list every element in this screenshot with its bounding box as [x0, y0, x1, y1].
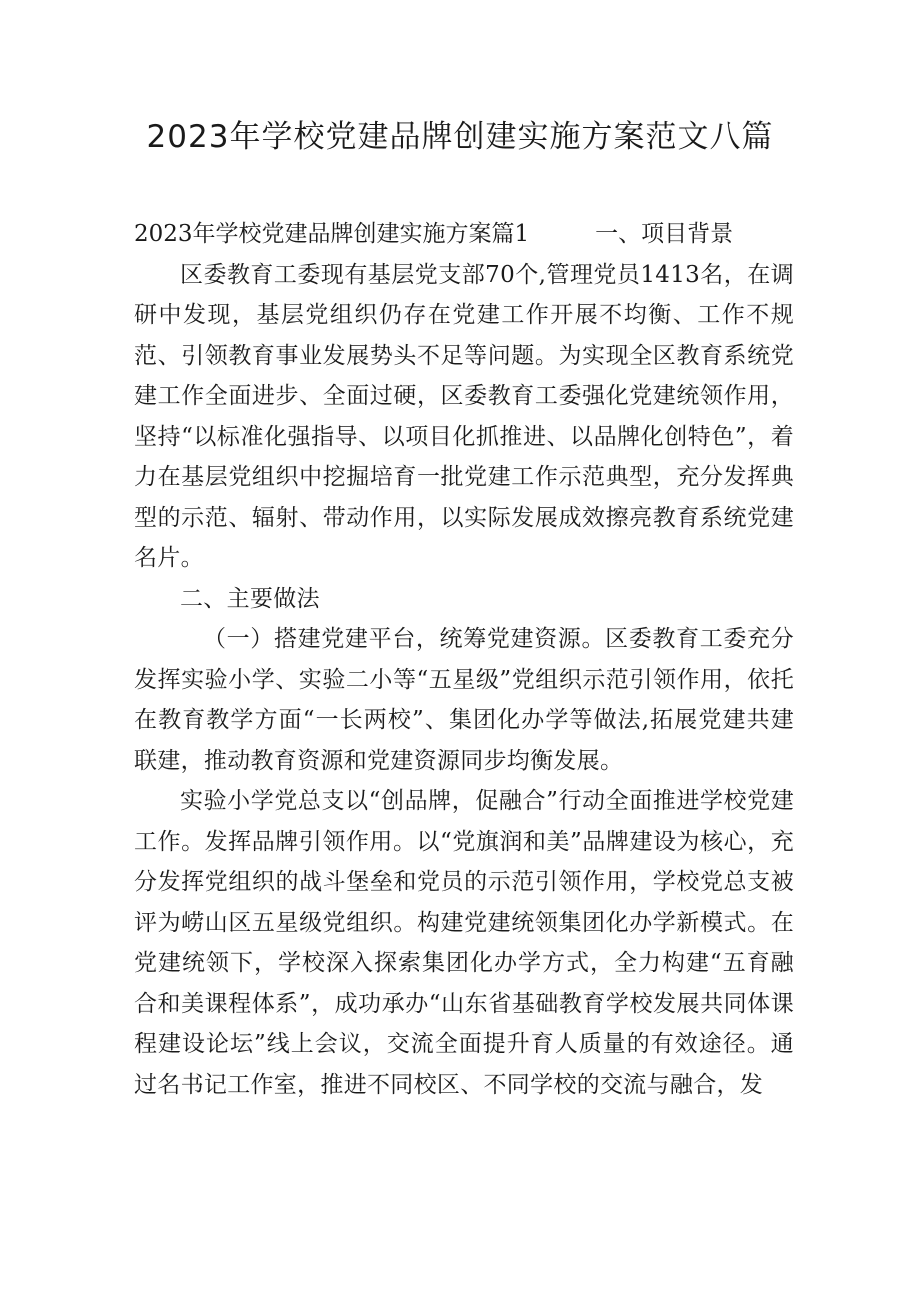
paragraph-experimental-school: 实验小学党总支以“创品牌，促融合”行动全面推进学校党建工作。发挥品牌引领作用。以“党旗润和美”品牌建设为核心，充分发挥党组织的战斗堡垒和党员的示范引领作用，学校党总支被评为崂山区五星级党组织。构建党建统领集团化办学新模式。在党建统领下，学校深入探索集团化办学方式，全力构建“五育融合和美课程体系”，成功承办“山东省基础教育学校发展共同体课程建设论坛”线上会议，交流全面提升育人质量的有效途径。通过名书记工作室，推进不同校区、不同学校的交流与融合，发 [134, 788, 794, 1098]
paragraph-platform: （一）搭建党建平台，统筹党建资源。区委教育工委充分发挥实验小学、实验二小等“五星级”党组织示范引领作用，依托在教育教学方面“一长两校”、集团化办学等做法,拓展党建共建联建，推动教育资源和党建资源同步均衡发展。 [134, 626, 794, 774]
document-title: 2023年学校党建品牌创建实施方案范文八篇 [146, 119, 774, 155]
section-heading-background: 一、项目背景 [595, 221, 734, 247]
subtitle-line [134, 214, 794, 255]
section-heading-methods: 二、主要做法 [180, 585, 320, 612]
subtitle: 2023年学校党建品牌创建实施方案篇1 [134, 221, 530, 247]
document-body [134, 214, 794, 1105]
paragraph-background: 区委教育工委现有基层党支部70个,管理党员1413名，在调研中发现，基层党组织仍存在党建工作开展不均衡、工作不规范、引领教育事业发展势头不足等问题。为实现全区教育系统党建工作全面进步、全面过硬，区委教育工委强化党建统领作用，坚持“以标准化强指导、以项目化抓推进、以品牌化创特色”，着力在基层党组织中挖掘培育一批党建工作示范典型，充分发挥典型的示范、辐射、带动作用，以实际发展成效擦亮教育系统党建名片。 [134, 261, 794, 571]
